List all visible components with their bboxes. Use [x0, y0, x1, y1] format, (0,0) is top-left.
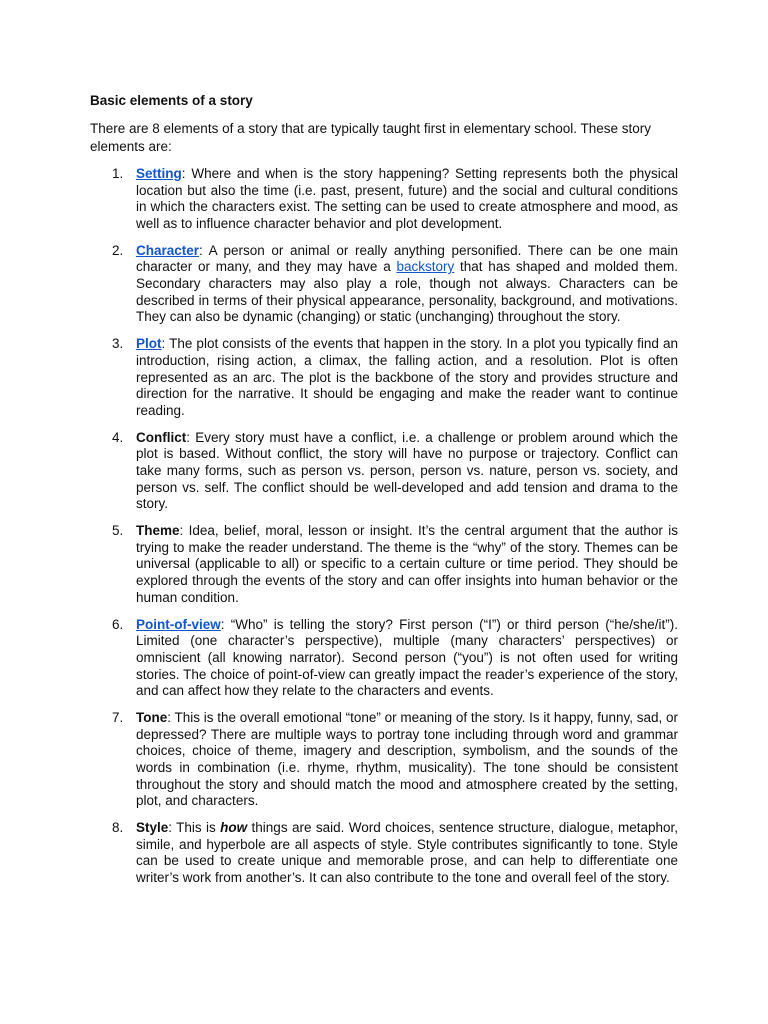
theme-term: Theme — [136, 523, 180, 539]
list-number: 5. — [112, 523, 124, 539]
list-item-plot — [90, 336, 678, 419]
style-term: Style — [136, 820, 169, 836]
intro-paragraph: There are 8 elements of a story that are typically taught first in elementary school. These story elements are: — [90, 121, 652, 154]
list-item-tone — [90, 710, 678, 810]
style-description-part-1: : This is — [168, 820, 221, 836]
story-elements-list — [90, 166, 678, 897]
list-number: 2. — [112, 242, 124, 258]
list-number: 6. — [112, 616, 124, 632]
list-number: 1. — [112, 166, 124, 181]
plot-description: : The plot consists of the events that happen in the story. In a plot you typically find an introduction, rising action, a climax, the falling action, and a resolution. Plot is often represented as an arc. The plot is the backbone of the story and provides structure and direction for the narrative. It should be engaging and make the reader want to continue reading. — [136, 336, 678, 418]
list-item-character — [90, 243, 678, 326]
list-item-theme — [90, 523, 678, 606]
list-item-point-of-view — [90, 617, 678, 700]
character-description-part-1: : A person or animal or really anything personified. There can be one main character or many, and they may have a — [136, 242, 678, 275]
character-link[interactable]: Character — [136, 242, 200, 258]
list-number: 3. — [112, 336, 124, 352]
list-item-conflict — [90, 430, 678, 513]
list-number: 4. — [112, 429, 124, 445]
setting-link[interactable]: Setting — [136, 166, 182, 181]
point-of-view-link[interactable]: Point-of-view — [136, 616, 221, 632]
style-emphasis: how — [220, 820, 248, 836]
plot-link[interactable]: Plot — [136, 336, 162, 352]
document-heading: Basic elements of a story — [90, 93, 253, 108]
conflict-description: : Every story must have a conflict, i.e. a challenge or problem around which the plot is based. Without conflict, the story will have no purpose or trajectory. Conflict can take many forms, such as person vs. person, person vs. nature, person vs. society, and person vs. self. The conflict should be well-developed and add tension and drama to the story. — [136, 429, 678, 512]
tone-description: : This is the overall emotional “tone” or meaning of the story. Is it happy, funny, sad, or depressed? There are multiple ways to portray tone including through word and grammar choices, choice of theme, imagery and description, symbolism, and the sounds of the words in combination (i.e. rhyme, rhythm, musicality). The tone should be consistent throughout the story and should match the mood and atmosphere created by the setting, plot, and characters. — [136, 710, 679, 809]
style-description-part-2: things are said. Word choices, sentence structure, dialogue, metaphor, simile, and hyperbole are all aspects of style. Style contributes significantly to tone. Style can be used to create unique and memorable prose, and can help to differentiate one writer’s work from another’s. It can also contribute to the tone and overall feel of the story. — [136, 820, 678, 886]
list-number: 7. — [112, 710, 124, 726]
character-description-part-2: that has shaped and molded them. Secondary characters may also play a role, though not always. Characters can be described in terms of their physical appearance, personality, background, and motivations. They can also be dynamic (changing) or static (unchanging) throughout the story. — [136, 259, 678, 325]
list-number: 8. — [112, 820, 124, 836]
list-item-style — [90, 820, 678, 886]
backstory-link[interactable]: backstory — [396, 259, 455, 275]
point-of-view-description: : “Who” is telling the story? First person (“I”) or third person (“he/she/it”). Limited (one character’s perspective), multiple (many characters’ perspectives) or omniscient (all knowing narrator). Second person (“you”) is not often used for writing stories. The choice of point-of-view can greatly impact the reader’s experience of the story, and can affect how they relate to the characters and events. — [136, 616, 678, 699]
theme-description: : Idea, belief, moral, lesson or insight. It’s the central argument that the author is trying to make the reader understand. The theme is the “why” of the story. Themes can be universal (applicable to all) or specific to a certain culture or time period. They should be explored through the events of the story and can offer insights into human behavior or the human condition. — [136, 523, 678, 605]
setting-description: : Where and when is the story happening? Setting represents both the physical location but also the time (i.e. past, present, future) and the social and cultural conditions in which the characters exist. The setting can be used to create atmosphere and mood, as well as to influence character behavior and plot development. — [136, 166, 678, 231]
conflict-term: Conflict — [136, 429, 187, 445]
tone-term: Tone — [136, 710, 168, 726]
list-item-setting — [90, 166, 678, 232]
